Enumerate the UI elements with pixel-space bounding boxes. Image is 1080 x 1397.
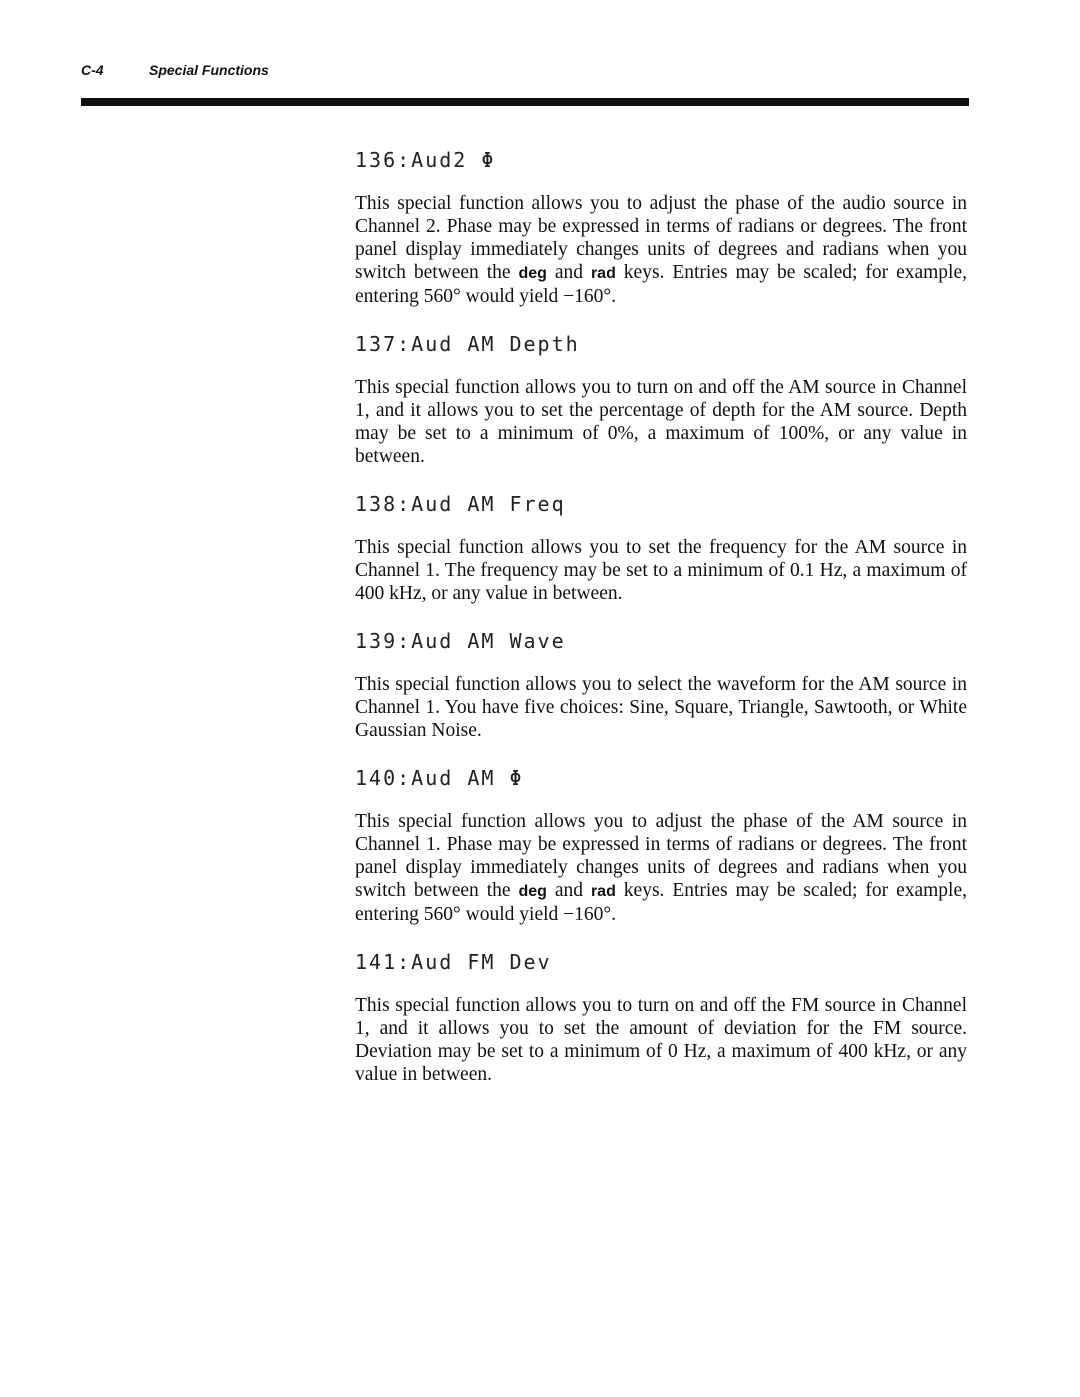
rad-key: rad bbox=[590, 883, 616, 900]
entry-137 bbox=[355, 330, 967, 468]
entry-heading: 141:Aud FM Dev bbox=[355, 950, 552, 974]
entry-141 bbox=[355, 948, 967, 1086]
entry-139 bbox=[355, 627, 967, 742]
entry-body: This special function allows you to select the waveform for the AM source in Channel 1. You have five choices: Sine, Square, Triangle, Sawtooth, or White Gaussian Noise. bbox=[355, 674, 967, 741]
entry-138 bbox=[355, 490, 967, 605]
body-text: This special function allows you to adjust the phase of the audio source in Channel 2. Phase may be expressed in terms of radians or degrees. The front panel display immediately changes units of degrees and radians when you switch between the bbox=[355, 193, 967, 283]
entry-136 bbox=[355, 146, 967, 308]
entry-heading: 136:Aud2 Φ bbox=[355, 148, 496, 172]
entry-body bbox=[355, 192, 967, 308]
body-text: and bbox=[546, 880, 591, 901]
body-text: keys. Entries may be scaled; for example, entering 560° would yield −160°. bbox=[355, 262, 967, 307]
content-column bbox=[355, 146, 967, 1108]
deg-key: deg bbox=[518, 265, 547, 282]
entry-body: This special function allows you to turn on and off the FM source in Channel 1, and it allows you to set the amount of deviation for the FM source. Deviation may be set to a minimum of 0 Hz, a maximum of 400 kHz, or any value in between. bbox=[355, 995, 967, 1085]
entry-body: This special function allows you to turn on and off the AM source in Channel 1, and it allows you to set the percentage of depth for the AM source. Depth may be set to a minimum of 0%, a maximum of 100%, or any value in between. bbox=[355, 377, 967, 467]
entry-140 bbox=[355, 764, 967, 926]
entry-heading: 137:Aud AM Depth bbox=[355, 332, 580, 356]
page-header bbox=[81, 62, 981, 82]
entry-body bbox=[355, 810, 967, 926]
entry-heading: 139:Aud AM Wave bbox=[355, 629, 566, 653]
header-rule bbox=[81, 98, 969, 106]
body-text: This special function allows you to adjust the phase of the AM source in Channel 1. Phase may be expressed in terms of radians or degrees. The front panel display immediately changes units of degrees and radians when you switch between the bbox=[355, 811, 967, 901]
deg-key: deg bbox=[518, 883, 547, 900]
entry-heading: 140:Aud AM Φ bbox=[355, 766, 524, 790]
body-text: keys. Entries may be scaled; for example, entering 560° would yield −160°. bbox=[355, 880, 967, 925]
rad-key: rad bbox=[590, 265, 616, 282]
section-title: Special Functions bbox=[149, 62, 269, 78]
body-text: and bbox=[546, 262, 591, 283]
entry-heading: 138:Aud AM Freq bbox=[355, 492, 566, 516]
entry-body: This special function allows you to set the frequency for the AM source in Channel 1. The frequency may be set to a minimum of 0.1 Hz, a maximum of 400 kHz, or any value in between. bbox=[355, 537, 967, 604]
page-number: C-4 bbox=[81, 62, 104, 78]
